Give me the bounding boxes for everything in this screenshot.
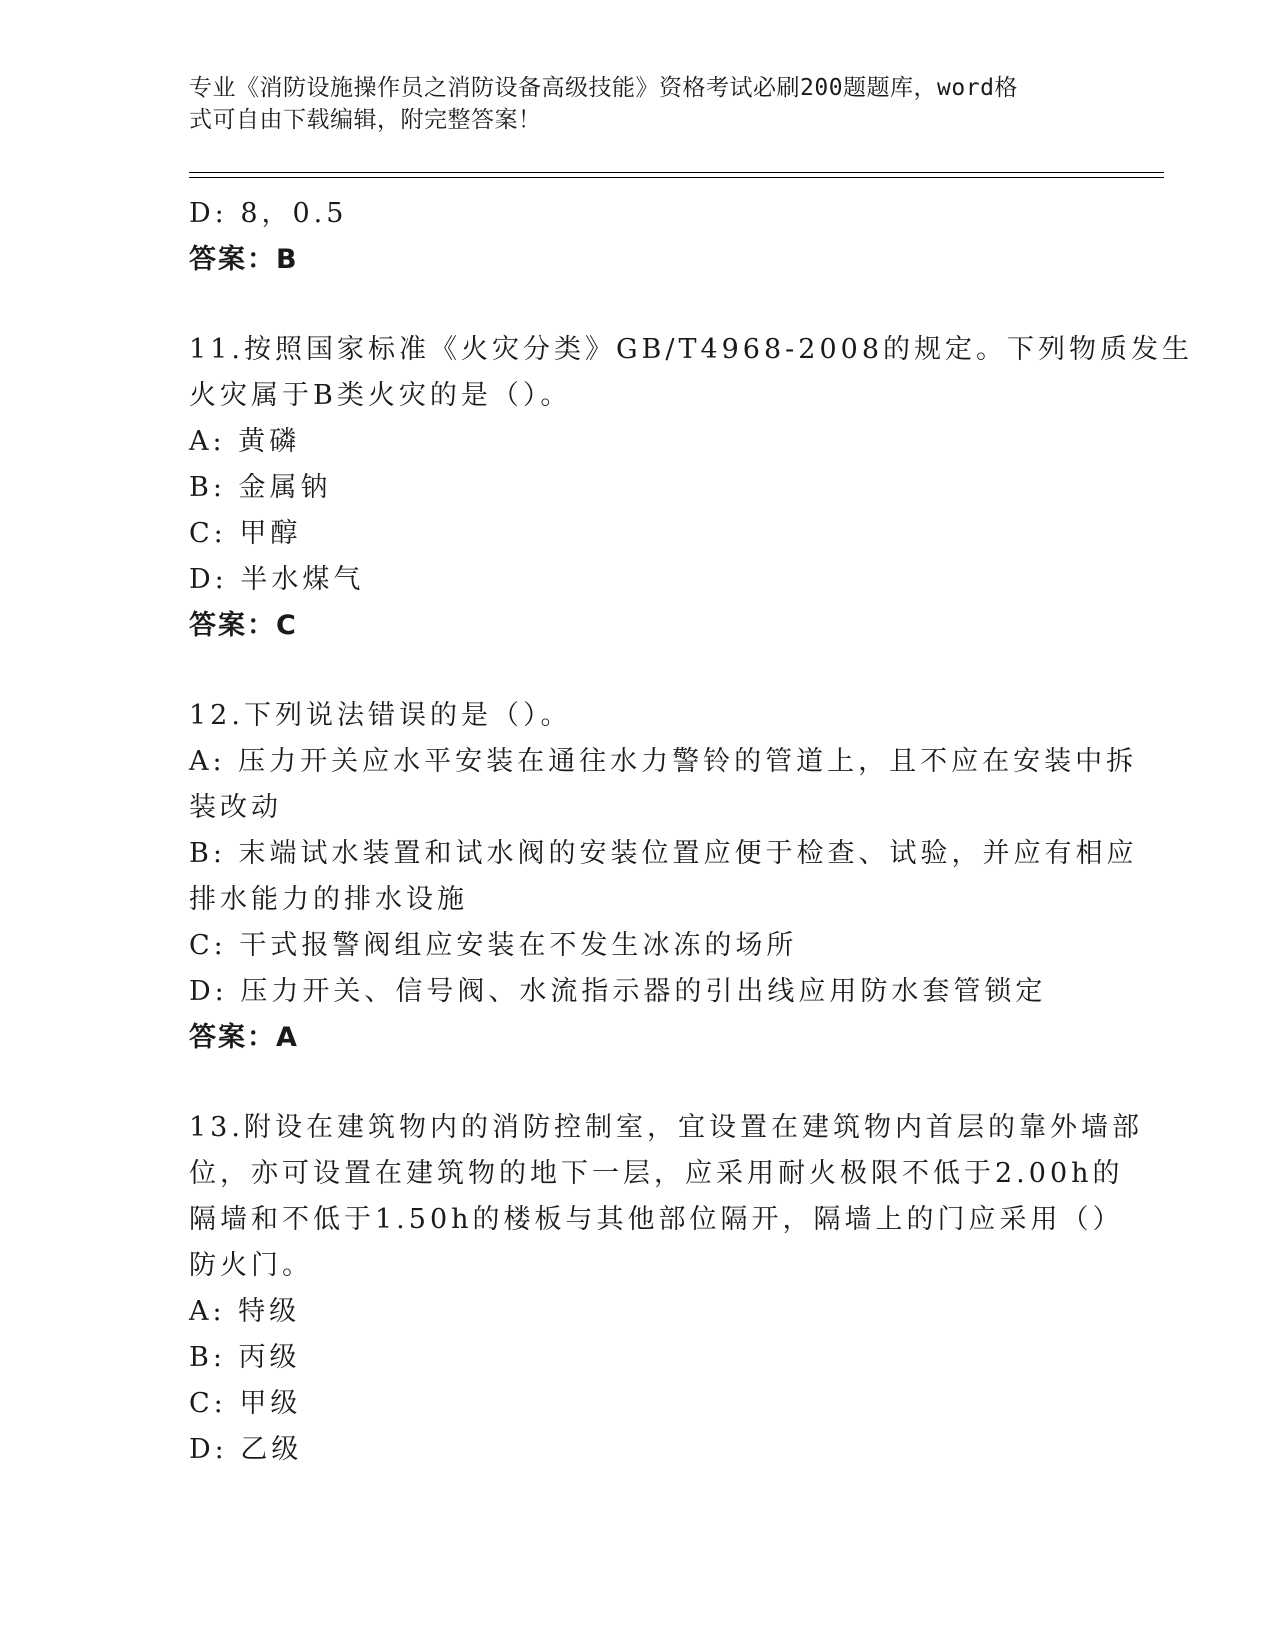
header-title-line-2: 式可自由下载编辑，附完整答案！ [189, 107, 542, 133]
option-b: B: 丙级 [189, 1342, 301, 1373]
prev-answer: 答案：B [189, 244, 299, 275]
question-stem-line: 12.下列说法错误的是（）。 [189, 700, 572, 731]
answer: 答案：C [189, 610, 298, 641]
header-divider-bottom [189, 177, 1164, 178]
option-a-continued: 装改动 [189, 792, 282, 823]
spacer [189, 283, 1089, 327]
prev-option-d: D: 8，0.5 [189, 198, 348, 229]
spacer [189, 1061, 1089, 1105]
option-a: A: 特级 [189, 1296, 301, 1327]
option-c: C: 甲级 [189, 1388, 302, 1419]
question-stem-line: 防火门。 [189, 1250, 313, 1281]
question-13 [189, 1105, 1143, 1473]
option-b: B: 金属钠 [189, 472, 332, 503]
question-stem-line: 隔墙和不低于1.50h的楼板与其他部位隔开，隔墙上的门应采用（） [189, 1204, 1124, 1235]
question-stem-line: 火灾属于B类火灾的是（）。 [189, 380, 572, 411]
answer: 答案：A [189, 1022, 299, 1053]
option-d: D: 半水煤气 [189, 564, 365, 595]
header-title-line-1: 专业《消防设施操作员之消防设备高级技能》资格考试必刷200题题库，word格 [189, 75, 1018, 101]
question-content [189, 191, 1194, 1473]
option-b: B: 末端试水装置和试水阀的安装位置应便于检查、试验，并应有相应 [189, 838, 1138, 869]
page-header [189, 72, 1089, 136]
option-d: D: 乙级 [189, 1434, 303, 1465]
question-stem-line: 位，亦可设置在建筑物的地下一层，应采用耐火极限不低于2.00h的 [189, 1158, 1124, 1189]
question-11 [189, 327, 1194, 649]
question-stem-line: 13.附设在建筑物内的消防控制室，宜设置在建筑物内首层的靠外墙部 [189, 1112, 1143, 1143]
question-12 [189, 693, 1138, 1061]
option-c: C: 干式报警阀组应安装在不发生冰冻的场所 [189, 930, 798, 961]
option-c: C: 甲醇 [189, 518, 302, 549]
option-d: D: 压力开关、信号阀、水流指示器的引出线应用防水套管锁定 [189, 976, 1047, 1007]
option-a: A: 黄磷 [189, 426, 301, 457]
spacer [189, 649, 1089, 693]
option-a: A: 压力开关应水平安装在通往水力警铃的管道上，且不应在安装中拆 [189, 746, 1138, 777]
option-b-continued: 排水能力的排水设施 [189, 884, 468, 915]
header-divider-top [189, 172, 1164, 173]
question-stem-line: 11.按照国家标准《火灾分类》GB/T4968-2008的规定。下列物质发生 [189, 334, 1194, 365]
